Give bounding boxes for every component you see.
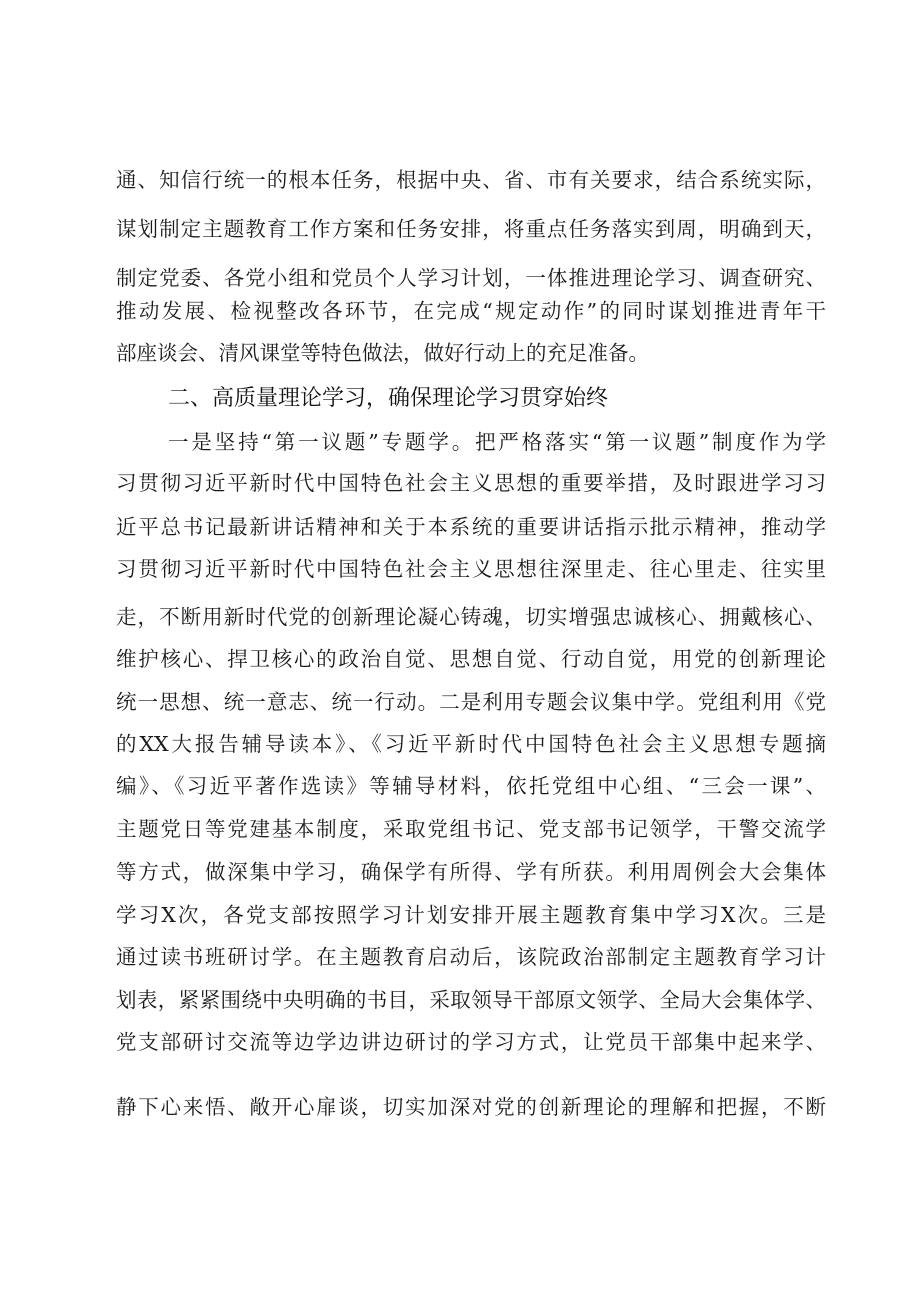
paragraph-line: 推动发展、检视整改各环节，在完成“规定动作”的同时谋划推进青年干 (116, 299, 826, 323)
paragraph-line: 主题党日等党建基本制度，采取党组书记、党支部书记领学，干警交流学 (116, 817, 826, 841)
paragraph-line: 统一思想、统一意志、统一行动。二是利用专题会议集中学。党组利用《党 (116, 690, 826, 714)
paragraph-line: 习贯彻习近平新时代中国特色社会主义思想的重要举措，及时跟进学习习 (116, 471, 826, 495)
paragraph-line: 编》、《习近平著作选读》等辅导材料，依托党组中心组、“三会一课”、 (116, 774, 826, 798)
paragraph-line: 通过读书班研讨学。在主题教育启动后，该院政治部制定主题教育学习计 (116, 945, 826, 969)
paragraph-line: 制定党委、各党小组和党员个人学习计划，一体推进理论学习、调查研究、 (116, 266, 826, 290)
paragraph-line: 通、知信行统一的根本任务，根据中央、省、市有关要求，结合系统实际， (116, 168, 826, 192)
paragraph-line: 谋划制定主题教育工作方案和任务安排，将重点任务落实到周，明确到天， (116, 217, 826, 241)
paragraph-line: 学习X次，各党支部按照学习计划安排开展主题教育集中学习X次。三是 (116, 903, 826, 927)
paragraph-line: 等方式，做深集中学习，确保学有所得、学有所获。利用周例会大会集体 (116, 860, 826, 884)
paragraph-line: 的XX大报告辅导读本》、《习近平新时代中国特色社会主义思想专题摘 (116, 732, 826, 756)
paragraph-line: 党支部研讨交流等边学边讲边研讨的学习方式，让党员干部集中起来学、 (116, 1030, 826, 1054)
paragraph-line: 静下心来悟、敞开心扉谈，切实加深对党的创新理论的理解和把握，不断 (116, 1095, 826, 1119)
paragraph-line: 部座谈会、清风课堂等特色做法，做好行动上的充足准备。 (116, 341, 649, 365)
paragraph-line: 走，不断用新时代党的创新理论凝心铸魂，切实增强忠诚核心、拥戴核心、 (116, 605, 826, 629)
paragraph-line: 划表，紧紧围绕中央明确的书目，采取领导干部原文领学、全局大会集体学、 (116, 988, 826, 1012)
section-heading: 二、高质量理论学习，确保理论学习贯穿始终 (168, 386, 609, 411)
paragraph-line: 习贯彻习近平新时代中国特色社会主义思想往深里走、往心里走、往实里 (116, 557, 826, 581)
paragraph-line: 近平总书记最新讲话精神和关于本系统的重要讲话指示批示精神，推动学 (116, 515, 826, 539)
paragraph-line: 维护核心、捍卫核心的政治自觉、思想自觉、行动自觉，用党的创新理论 (116, 647, 826, 671)
paragraph-line: 一是坚持“第一议题”专题学。把严格落实“第一议题”制度作为学 (168, 430, 826, 454)
